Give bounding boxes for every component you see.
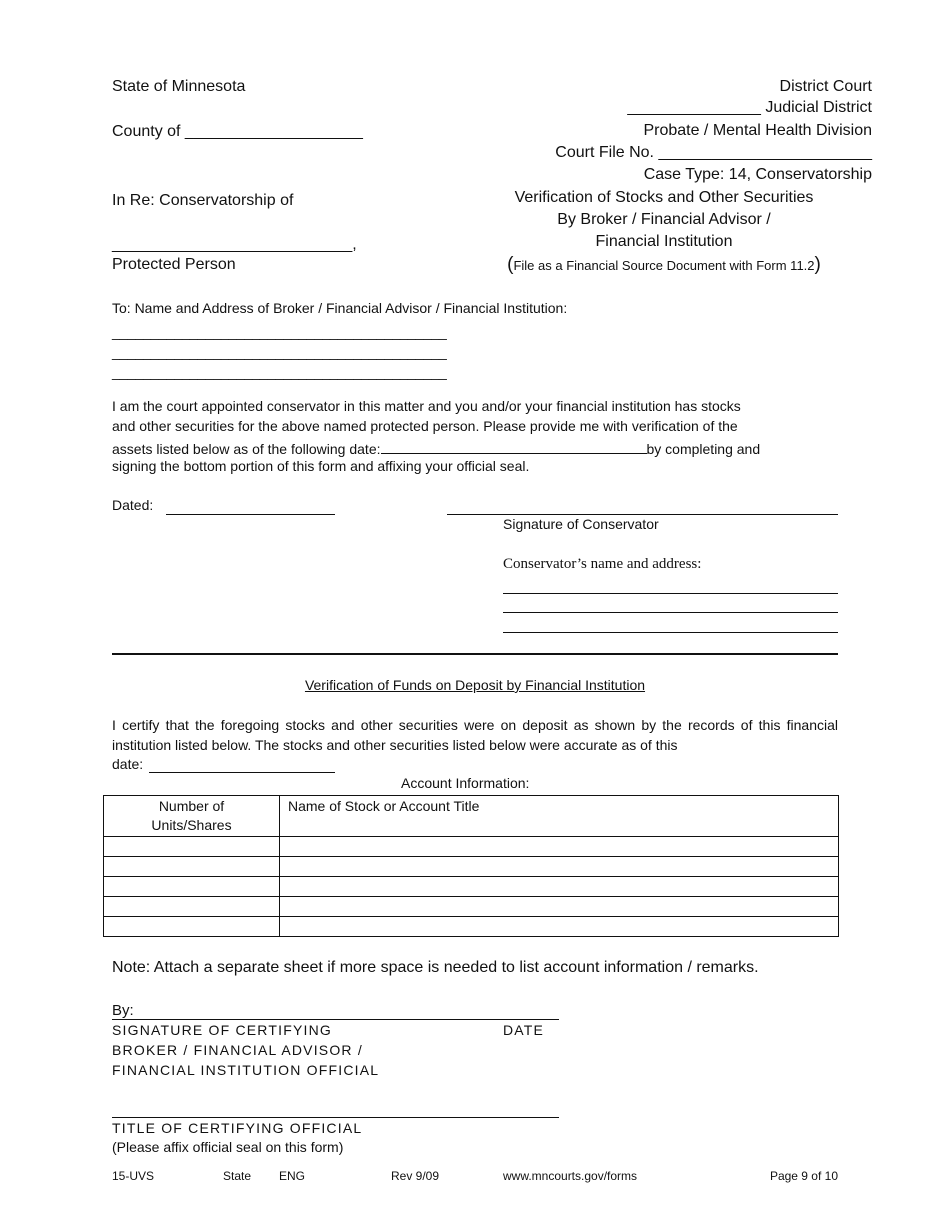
- units-cell[interactable]: [104, 917, 280, 937]
- seal-note: (Please affix official seal on this form): [112, 1139, 344, 1155]
- dated-field[interactable]: [166, 514, 335, 515]
- filing-note-open: (: [507, 254, 514, 275]
- state-label: State of Minnesota: [112, 78, 246, 95]
- conservator-name-address-label: Conservator’s name and address:: [503, 556, 702, 572]
- table-row: [104, 917, 839, 937]
- request-line-4: signing the bottom portion of this form and affixing your official seal.: [112, 458, 530, 474]
- form-title-line2: By Broker / Financial Advisor /: [557, 211, 771, 228]
- form-title-line3: Financial Institution: [595, 233, 733, 250]
- division-label: Probate / Mental Health Division: [643, 122, 872, 139]
- units-shares-header: [104, 796, 280, 837]
- footer-page-number: Page 9 of 10: [769, 1169, 838, 1183]
- conservator-address-line-3[interactable]: [503, 632, 838, 633]
- footer-state: State: [223, 1169, 252, 1183]
- filing-note-text: File as a Financial Source Document with Form 11.2: [513, 258, 815, 273]
- verification-heading: Verification of Funds on Deposit by Financial Institution: [304, 677, 646, 693]
- account-table-header: [104, 796, 839, 837]
- broker-address-line-1[interactable]: ___________________________________________: [112, 324, 447, 340]
- table-row: [104, 877, 839, 897]
- note-text: Note: Attach a separate sheet if more space is needed to list account information / remarks.: [112, 959, 759, 976]
- form-title-line1: Verification of Stocks and Other Securities: [514, 189, 814, 206]
- filing-note: [470, 254, 858, 276]
- stock-name-cell[interactable]: [280, 857, 839, 877]
- certification-date-caption: DATE: [503, 1022, 545, 1038]
- as-of-date-field[interactable]: [381, 438, 647, 454]
- conservator-signature-line[interactable]: [447, 514, 838, 515]
- stock-name-cell[interactable]: [280, 897, 839, 917]
- county-field[interactable]: County of ____________________: [112, 123, 363, 140]
- institution-official-label: FINANCIAL INSTITUTION OFFICIAL: [112, 1062, 380, 1078]
- court-file-no-field[interactable]: Court File No. ________________________: [555, 144, 872, 161]
- certifying-title-line[interactable]: [112, 1117, 559, 1118]
- units-cell[interactable]: [104, 897, 280, 917]
- protected-person-label: Protected Person: [112, 256, 236, 273]
- conservator-address-line-2[interactable]: [503, 612, 838, 613]
- certification-paragraph: I certify that the foregoing stocks and other securities were on deposit as shown by the records of this financial institution listed below. The stocks and other securities listed below were accurate as of this: [112, 717, 838, 753]
- stock-name-cell[interactable]: [280, 877, 839, 897]
- footer-form-id: 15-UVS: [112, 1169, 155, 1183]
- broker-address-line-3[interactable]: ___________________________________________: [112, 364, 447, 380]
- by-label: By:: [112, 1002, 134, 1019]
- conservator-address-line-1[interactable]: [503, 593, 838, 594]
- footer-url[interactable]: www.mncourts.gov/forms: [503, 1169, 638, 1183]
- units-cell[interactable]: [104, 877, 280, 897]
- dated-label: Dated:: [112, 497, 154, 513]
- units-shares-header-line2: Units/Shares: [151, 817, 232, 833]
- judicial-district-field[interactable]: _______________ Judicial District: [627, 99, 872, 116]
- account-table: [103, 795, 839, 937]
- stock-name-header: Name of Stock or Account Title: [280, 796, 839, 837]
- certification-date-field[interactable]: [149, 772, 335, 773]
- units-cell[interactable]: [104, 857, 280, 877]
- certification-date-label: date:: [112, 756, 144, 772]
- in-re-label: In Re: Conservatorship of: [112, 192, 294, 209]
- footer-language: ENG: [279, 1169, 306, 1183]
- signature-of-conservator-label: Signature of Conservator: [503, 516, 659, 532]
- units-shares-header-line1: Number of: [158, 798, 225, 814]
- broker-address-line-2[interactable]: ___________________________________________: [112, 344, 447, 360]
- section-divider: [112, 653, 838, 655]
- stock-name-cell[interactable]: [280, 917, 839, 937]
- case-type-label: Case Type: 14, Conservatorship: [643, 166, 872, 183]
- account-information-label: Account Information:: [401, 775, 530, 791]
- table-row: [104, 897, 839, 917]
- stock-name-cell[interactable]: [280, 837, 839, 857]
- footer-revision: Rev 9/09: [391, 1169, 440, 1183]
- request-line-1: I am the court appointed conservator in this matter and you and/or your financial institution has stocks: [112, 398, 741, 414]
- filing-note-close: ): [814, 254, 821, 275]
- signature-certifying-label: SIGNATURE OF CERTIFYING: [112, 1022, 332, 1038]
- request-line-3-end: by completing and: [646, 441, 761, 457]
- to-label: To: Name and Address of Broker / Financial Advisor / Financial Institution:: [112, 300, 568, 316]
- court-label: District Court: [779, 78, 872, 95]
- protected-person-name-field[interactable]: ___________________________,: [112, 236, 357, 253]
- certifying-signature-line[interactable]: [112, 1019, 559, 1020]
- request-line-3-start: assets listed below as of the following date:: [112, 441, 381, 457]
- request-line-2: and other securities for the above named protected person. Please provide me with verification of the: [112, 418, 738, 434]
- table-row: [104, 857, 839, 877]
- units-cell[interactable]: [104, 837, 280, 857]
- title-of-official-label: TITLE OF CERTIFYING OFFICIAL: [112, 1120, 363, 1136]
- broker-advisor-label: BROKER / FINANCIAL ADVISOR /: [112, 1042, 363, 1058]
- table-row: [104, 837, 839, 857]
- request-line-3: [112, 438, 760, 457]
